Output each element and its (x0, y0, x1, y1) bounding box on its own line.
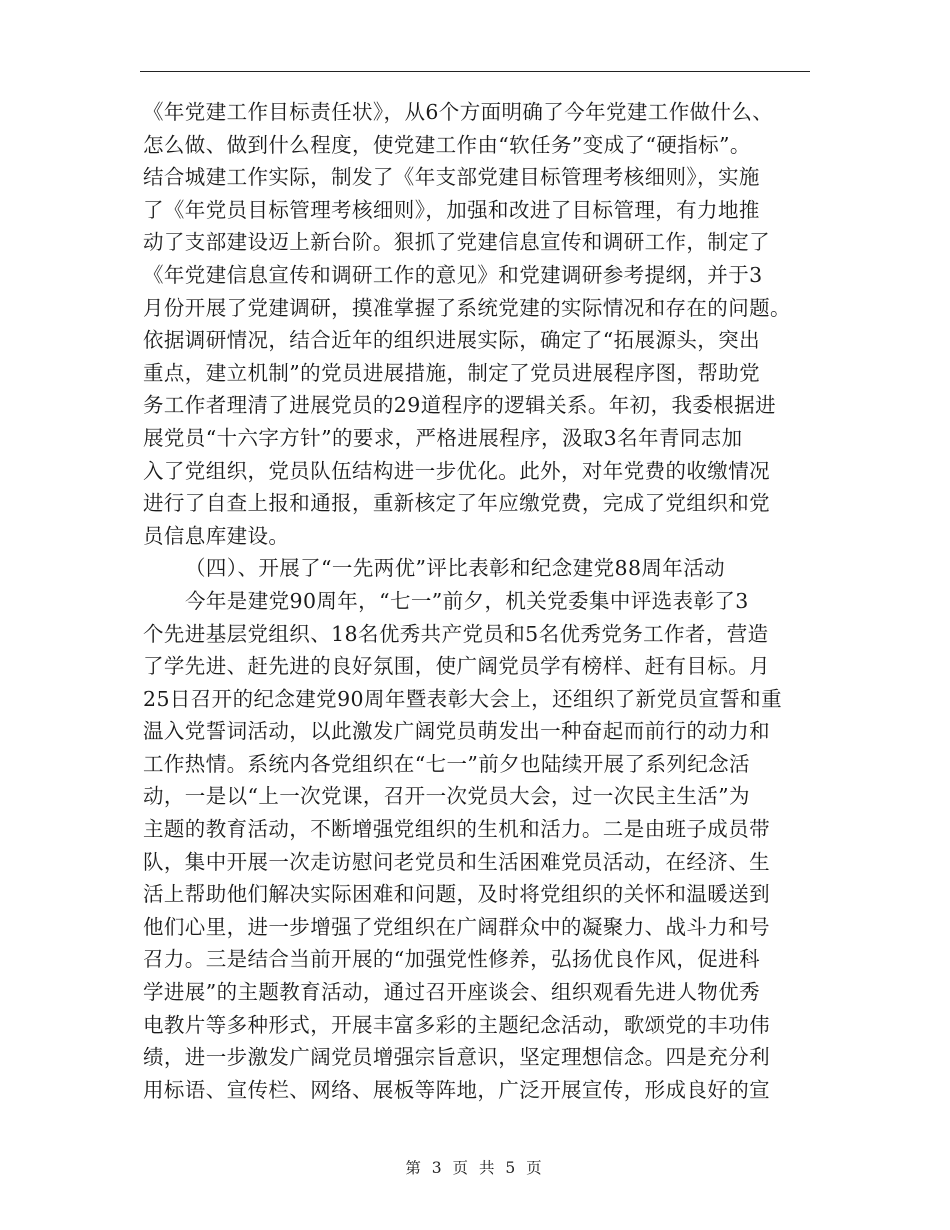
text-line: 电教片等多种形式，开展丰富多彩的主题纪念活动，歌颂党的丰功伟 (143, 1012, 770, 1037)
text-line: 绩，进一步激发广阔党员增强宗旨意识，坚定理想信念。四是充分利 (143, 1045, 770, 1070)
text-line: 动了支部建设迈上新台阶。狠抓了党建信息宣传和调研工作，制定了 (143, 230, 770, 255)
text-line: 依据调研情况，结合近年的组织进展实际，确定了“拓展源头，突出 (143, 328, 760, 353)
text-line: 25日召开的纪念建党90周年暨表彰大会上，还组织了新党员宣誓和重 (143, 686, 782, 711)
text-line: 召力。三是结合当前开展的“加强党性修养，弘扬优良作风，促进科 (143, 947, 760, 972)
text-line: 结合城建工作实际，制发了《年支部党建目标管理考核细则》，实施 (143, 165, 760, 190)
text-line: 进行了自查上报和通报，重新核定了年应缴党费，完成了党组织和党 (143, 491, 770, 516)
text-line: 务工作者理清了进展党员的29道程序的逻辑关系。年初，我委根据进 (143, 393, 776, 418)
text-line: 他们心里，进一步增强了党组织在广阔群众中的凝聚力、战斗力和号 (143, 914, 770, 939)
text-line: 学进展”的主题教育活动，通过召开座谈会、组织观看先进人物优秀 (143, 980, 760, 1005)
text-line: 动，一是以“上一次党课，召开一次党员大会，过一次民主生活”为 (143, 784, 750, 809)
text-line: 员信息库建设。 (143, 523, 290, 548)
text-line: 温入党誓词活动，以此激发广阔党员萌发出一种奋起而前行的动力和 (143, 719, 770, 744)
text-line: 《年党建信息宣传和调研工作的意见》和党建调研参考提纲，并于3 (143, 262, 763, 287)
text-line: 入了党组织，党员队伍结构进一步优化。此外，对年党费的收缴情况 (143, 458, 770, 483)
text-line: 重点，建立机制”的党员进展措施，制定了党员进展程序图，帮助党 (143, 360, 760, 385)
paragraph-first-line: 今年是建党90周年，“七一”前夕，机关党委集中评选表彰了3 (185, 588, 749, 613)
text-line: 活上帮助他们解决实际困难和问题，及时将党组织的关怀和温暖送到 (143, 882, 770, 907)
text-line: 队，集中开展一次走访慰问老党员和生活困难党员活动，在经济、生 (143, 849, 770, 874)
text-line: 个先进基层党组织、18名优秀共产党员和5名优秀党务工作者，营造 (143, 621, 769, 646)
page-number-footer: 第 3 页 共 5 页 (405, 1159, 545, 1177)
text-line: 了学先进、赶先进的良好氛围，使广阔党员学有榜样、赶有目标。月 (143, 654, 770, 679)
text-line: 工作热情。系统内各党组织在“七一”前夕也陆续开展了系列纪念活 (143, 751, 750, 776)
header-rule (140, 71, 810, 72)
text-line: 主题的教育活动，不断增强党组织的生机和活力。二是由班子成员带 (143, 817, 770, 842)
text-line: 怎么做、做到什么程度，使党建工作由“软任务”变成了“硬指标”。 (143, 132, 751, 157)
text-line: 了《年党员目标管理考核细则》，加强和改进了目标管理，有力地推 (143, 197, 760, 222)
text-line: 用标语、宣传栏、网络、展板等阵地，广泛开展宣传，形成良好的宣 (143, 1077, 770, 1102)
text-line: 展党员“十六字方针”的要求，严格进展程序，汲取3名年青同志加 (143, 425, 743, 450)
section-heading: （四）、开展了“一先两优”评比表彰和纪念建党88周年活动 (185, 556, 725, 581)
text-line: 《年党建工作目标责任状》，从6个方面明确了今年党建工作做什么、 (143, 100, 774, 124)
text-line: 月份开展了党建调研，摸准掌握了系统党建的实际情况和存在的问题。 (143, 295, 791, 320)
body-text (143, 96, 813, 1106)
